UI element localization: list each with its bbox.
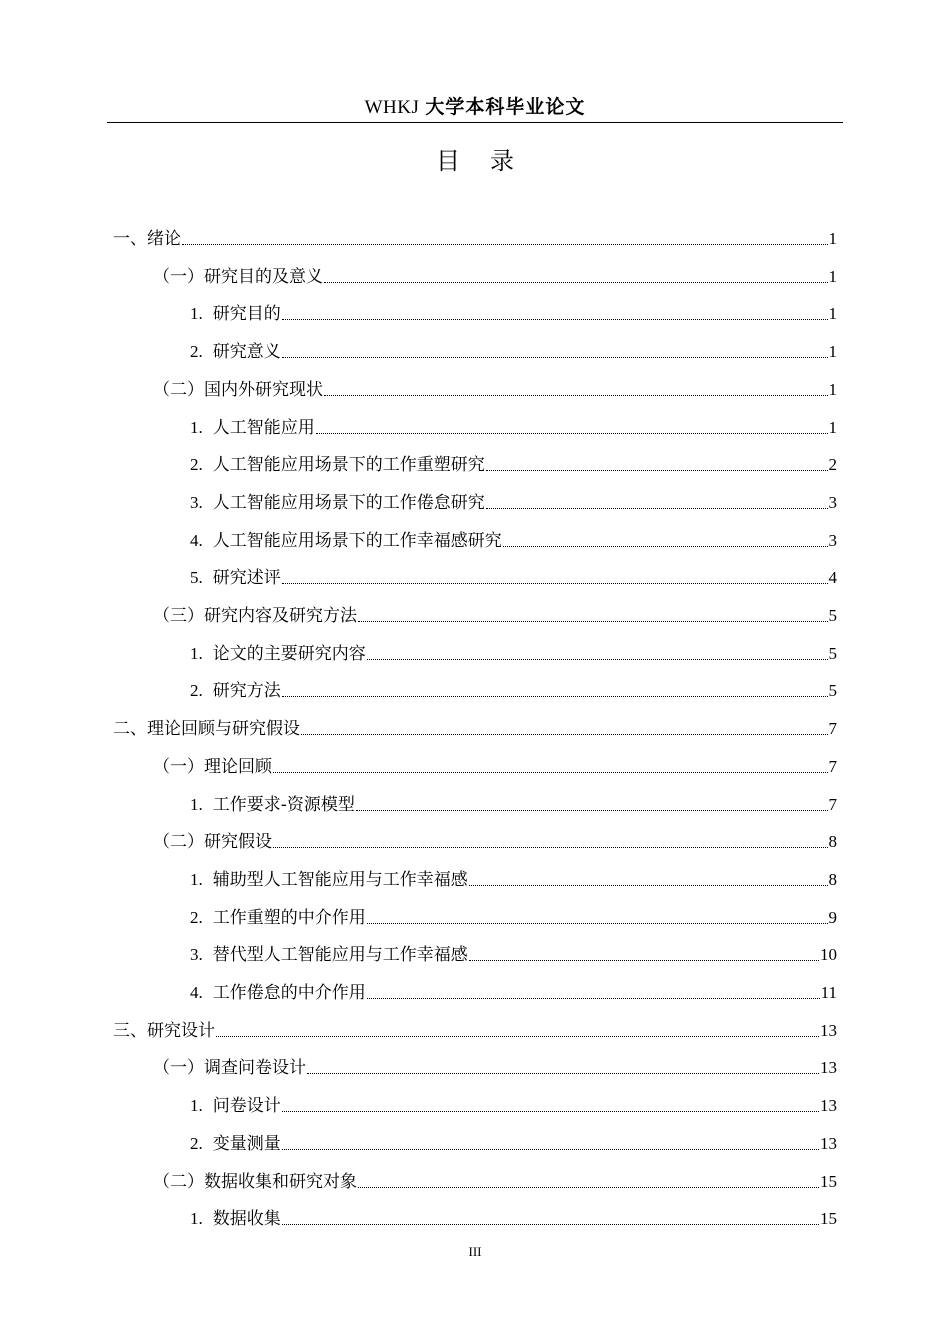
toc-entry[interactable] [190, 974, 837, 1004]
toc-entry[interactable] [190, 861, 837, 891]
toc-entry[interactable] [153, 258, 837, 288]
toc-entry-text: 替代型人工智能应用与工作幸福感 [212, 945, 468, 966]
toc-entry[interactable] [190, 672, 837, 702]
toc-entry-page: 13 [820, 1096, 837, 1116]
toc-leader-dots [486, 508, 828, 509]
toc-entry-number: 3. [190, 492, 203, 512]
toc-entry-page: 8 [828, 832, 837, 852]
toc-entry-label [153, 379, 323, 401]
toc-entry-label [190, 643, 366, 665]
toc-entry-text: 一、绪论 [113, 229, 181, 249]
toc-entry-number: 4. [190, 983, 203, 1002]
toc-entry-page: 13 [820, 1133, 837, 1153]
toc-entry-page: 4 [828, 568, 837, 588]
toc-entry-label [190, 1095, 281, 1117]
toc-entry-label [190, 1208, 281, 1230]
toc-leader-dots [367, 923, 828, 924]
toc-entry-page: 1 [828, 304, 837, 324]
toc-entry-page: 1 [828, 379, 837, 399]
toc-entry-number: 3. [190, 945, 203, 965]
toc-entry-label [113, 1020, 215, 1042]
toc-entry-page: 1 [828, 266, 837, 286]
toc-entry-label [190, 341, 281, 363]
toc-entry-text: 工作倦怠的中介作用 [212, 983, 366, 1003]
toc-entry-label [153, 605, 357, 627]
toc-entry-page: 2 [828, 455, 837, 475]
toc-entry-page: 7 [828, 794, 837, 814]
toc-entry-text: 研究目的 [212, 304, 281, 325]
toc-leader-dots [282, 1149, 819, 1150]
toc-entry-text: （一）调查问卷设计 [153, 1058, 306, 1079]
toc-entry-label [190, 1133, 281, 1155]
toc-entry-page: 1 [828, 417, 837, 437]
toc-leader-dots [503, 546, 828, 547]
toc-entry[interactable] [153, 748, 837, 778]
toc-entry-text: 人工智能应用 [212, 417, 315, 438]
toc-entry-label [190, 944, 468, 966]
toc-entry-label [190, 303, 281, 325]
toc-entry-page: 7 [828, 719, 837, 739]
page-header [107, 93, 843, 122]
toc-entry[interactable] [113, 1012, 837, 1042]
toc-entry-number: 1. [190, 1096, 203, 1116]
toc-entry[interactable] [190, 522, 837, 552]
toc-leader-dots [486, 470, 828, 471]
toc-entry-page: 13 [820, 1020, 837, 1040]
toc-entry-number: 4. [190, 530, 203, 550]
toc-entry[interactable] [190, 786, 837, 816]
toc-entry-page: 15 [820, 1171, 837, 1191]
toc-leader-dots [282, 696, 828, 697]
toc-entry[interactable] [190, 899, 837, 929]
toc-entry-label [153, 266, 323, 288]
toc-entry-page: 7 [828, 756, 837, 776]
toc-entry-number: 5. [190, 568, 203, 588]
toc-entry-label [153, 1171, 357, 1193]
toc-entry-text: 工作要求-资源模型 [212, 794, 355, 815]
toc-entry-text: （一）理论回顾 [153, 756, 272, 777]
toc-entry[interactable] [153, 597, 837, 627]
toc-leader-dots [273, 772, 828, 773]
toc-leader-dots [367, 998, 820, 999]
toc-entry-text: 数据收集 [212, 1209, 281, 1230]
toc-entry-label [190, 794, 355, 816]
toc-leader-dots [273, 847, 828, 848]
toc-entry-label [190, 680, 281, 702]
toc-entry-text: 研究述评 [212, 568, 281, 589]
toc-title: 目录 [436, 147, 544, 175]
toc-entry-number: 1. [190, 869, 203, 889]
toc-entry-page: 5 [828, 606, 837, 625]
toc-entry[interactable] [190, 295, 837, 325]
toc-leader-dots [356, 810, 828, 811]
toc-leader-dots [282, 1111, 819, 1112]
toc-entry-number: 2. [190, 681, 203, 701]
toc-entry-label [153, 1057, 306, 1079]
toc-entry-page: 15 [820, 1209, 837, 1229]
toc-entry-text: 三、研究设计 [113, 1020, 215, 1041]
toc-entry-label [190, 454, 485, 476]
toc-entry[interactable] [190, 409, 837, 439]
toc-entry-number: 1. [190, 417, 203, 437]
toc-entry-label [113, 718, 300, 740]
toc-entry-text: （二）国内外研究现状 [153, 379, 323, 400]
toc-entry-text: 人工智能应用场景下的工作重塑研究 [212, 455, 485, 476]
toc-leader-dots [216, 1036, 819, 1037]
toc-entry-label [190, 492, 485, 514]
toc-entry-text: （二）研究假设 [153, 832, 272, 853]
toc-leader-dots [367, 659, 828, 660]
toc-entry-text: 问卷设计 [212, 1096, 281, 1117]
toc-leader-dots [358, 621, 828, 622]
toc-entry-page: 13 [820, 1058, 837, 1078]
toc-entry-number: 2. [190, 342, 203, 362]
toc-entry-text: 辅助型人工智能应用与工作幸福感 [212, 869, 468, 890]
toc-entry-label [190, 530, 502, 552]
toc-entry[interactable] [153, 823, 837, 853]
toc-leader-dots [324, 282, 828, 283]
toc-entry-text: 人工智能应用场景下的工作幸福感研究 [212, 530, 502, 551]
toc-entry-page: 5 [828, 643, 837, 663]
toc-leader-dots [301, 734, 828, 735]
header-school: WHKJ [364, 97, 420, 118]
toc-entry-number: 1. [190, 794, 203, 814]
toc-entry-text: 二、理论回顾与研究假设 [113, 719, 300, 740]
toc-entry-label [190, 417, 315, 439]
toc-entry[interactable] [113, 220, 837, 250]
header-rule [107, 122, 843, 123]
toc-leader-dots [469, 960, 819, 961]
toc-entry-text: 研究方法 [212, 681, 281, 702]
toc-entry-number: 1. [190, 643, 203, 663]
toc-entry-number: 1. [190, 304, 203, 324]
toc-entry-page: 11 [820, 983, 837, 1002]
toc-entry-page: 1 [828, 229, 837, 248]
toc-leader-dots [282, 1224, 819, 1225]
toc-leader-dots [282, 319, 828, 320]
toc-entry[interactable] [190, 1125, 837, 1155]
toc-entry-label [113, 228, 181, 250]
toc-entry-label [190, 982, 366, 1004]
toc-entry-number: 2. [190, 907, 203, 927]
toc-entry-label [153, 831, 272, 853]
toc-entry-number: 2. [190, 455, 203, 475]
toc-leader-dots [324, 395, 828, 396]
toc-leader-dots [182, 244, 828, 245]
toc-entry-page: 9 [828, 907, 837, 927]
toc-entry[interactable] [190, 484, 837, 514]
toc-entry-page: 10 [820, 945, 837, 965]
toc-entry-label [153, 756, 272, 778]
toc-entry-text: 变量测量 [212, 1133, 281, 1154]
toc-entry-page: 8 [828, 869, 837, 889]
toc-entry[interactable] [190, 1200, 837, 1230]
toc-leader-dots [282, 357, 828, 358]
toc-entry-text: （二）数据收集和研究对象 [153, 1171, 357, 1192]
toc-entry-text: 工作重塑的中介作用 [212, 907, 366, 928]
toc-entry-page: 1 [828, 342, 837, 362]
toc-entry[interactable] [153, 1163, 837, 1193]
toc-entry-text: 人工智能应用场景下的工作倦怠研究 [212, 492, 485, 513]
toc-leader-dots [469, 885, 828, 886]
toc-entry[interactable] [153, 1049, 837, 1079]
toc-entry[interactable] [190, 446, 837, 476]
toc-leader-dots [316, 433, 828, 434]
toc-leader-dots [358, 1187, 819, 1188]
toc-entry[interactable] [190, 1087, 837, 1117]
toc-entry-text: 研究意义 [212, 342, 281, 363]
toc-leader-dots [307, 1073, 819, 1074]
toc-entry[interactable] [190, 333, 837, 363]
toc-entry[interactable] [113, 710, 837, 740]
header-title: 大学本科毕业论文 [425, 96, 586, 118]
toc-entry-label [190, 869, 468, 891]
toc-entry-label [190, 567, 281, 589]
toc-entry[interactable] [190, 559, 837, 589]
toc-entry-page: 5 [828, 681, 837, 701]
page-number: III [468, 1244, 482, 1259]
toc-entry-text: （三）研究内容及研究方法 [153, 606, 357, 626]
toc-entry[interactable] [190, 936, 837, 966]
toc-entry[interactable] [190, 635, 837, 665]
toc-entry-label [190, 907, 366, 929]
toc-entry-page: 3 [828, 492, 837, 512]
toc-entry[interactable] [153, 371, 837, 401]
toc-entry-number: 2. [190, 1133, 203, 1153]
toc-entry-text: 论文的主要研究内容 [212, 643, 366, 664]
toc-leader-dots [282, 583, 828, 584]
toc-entry-page: 3 [828, 530, 837, 550]
toc-entry-number: 1. [190, 1209, 203, 1229]
toc-entry-text: （一）研究目的及意义 [153, 266, 323, 287]
